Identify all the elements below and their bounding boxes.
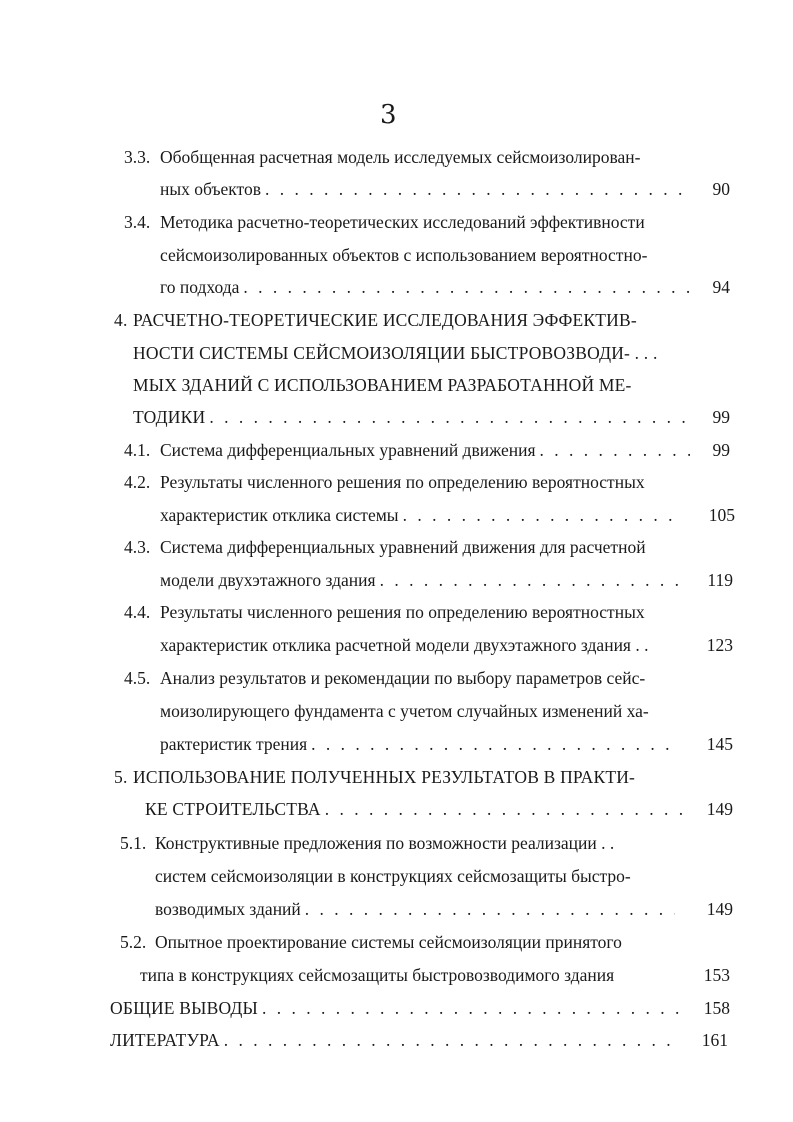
entry-title-line: типа в конструкциях сейсмозащиты быстровозводимого здания — [140, 965, 615, 985]
entry-page-number: 119 — [707, 570, 733, 590]
entry-title-line: Методика расчетно-теоретических исследований эффективности — [160, 212, 645, 232]
entry-page-number: 149 — [706, 899, 733, 919]
entry-title-line: НОСТИ СИСТЕМЫ СЕЙСМОИЗОЛЯЦИИ БЫСТРОВОЗВОДИ- . . . — [133, 343, 658, 363]
entry-title-text: го подхода — [160, 277, 240, 297]
entry-title-line: Анализ результатов и рекомендации по выбору параметров сейс- — [160, 668, 646, 688]
entry-page-number: 158 — [703, 998, 730, 1018]
leader-dots — [220, 1025, 675, 1055]
entry-title-text: ных объектов — [160, 179, 261, 199]
leader-dots — [258, 993, 680, 1023]
entry-title-last-line — [160, 565, 680, 595]
entry-title-text: ЛИТЕРАТУРА — [110, 1030, 220, 1050]
entry-number: 3.4. — [124, 212, 151, 232]
entry-number: 4.3. — [124, 537, 151, 557]
entry-title-text: Система дифференциальных уравнений движения — [160, 440, 536, 460]
leader-dots — [301, 894, 675, 924]
entry-page-number: 94 — [712, 277, 730, 297]
entry-number: 4. — [114, 310, 128, 330]
entry-title-line: сейсмоизолированных объектов с использованием вероятностно- — [160, 245, 648, 265]
entry-page-number: 90 — [712, 179, 730, 199]
page-number: 3 — [380, 100, 397, 130]
entry-title-last-line — [160, 435, 690, 465]
leader-dots — [239, 272, 690, 302]
entry-title-last-line — [145, 794, 685, 824]
entry-title-last-line — [160, 729, 680, 759]
leader-dots — [261, 174, 690, 204]
entry-title-line: моизолирующего фундамента с учетом случайных изменений ха- — [160, 701, 649, 721]
entry-title-last-line — [110, 993, 680, 1023]
entry-title-line: Конструктивные предложения по возможности реализации . . — [155, 833, 615, 853]
entry-title-text: возводимых зданий — [155, 899, 301, 919]
entry-page-number: 99 — [712, 440, 730, 460]
entry-title-line: ИСПОЛЬЗОВАНИЕ ПОЛУЧЕННЫХ РЕЗУЛЬТАТОВ В ПРАКТИ- — [133, 767, 636, 787]
entry-title-line: систем сейсмоизоляции в конструкциях сейсмозащиты быстро- — [155, 866, 631, 886]
entry-title-last-line — [160, 174, 690, 204]
entry-title-line: Обобщенная расчетная модель исследуемых сейсмоизолирован- — [160, 147, 641, 167]
entry-title-line: характеристик отклика расчетной модели двухэтажного здания . . — [160, 635, 649, 655]
entry-page-number: 105 — [708, 505, 735, 525]
entry-title-last-line — [110, 1025, 675, 1055]
entry-page-number: 123 — [706, 635, 733, 655]
entry-title-text: ОБЩИЕ ВЫВОДЫ — [110, 998, 259, 1018]
entry-number: 4.4. — [124, 602, 151, 622]
entry-page-number: 161 — [701, 1030, 728, 1050]
entry-title-line: МЫХ ЗДАНИЙ С ИСПОЛЬЗОВАНИЕМ РАЗРАБОТАННОЙ МЕ- — [133, 375, 632, 395]
entry-number: 4.2. — [124, 472, 151, 492]
entry-page-number: 149 — [706, 799, 733, 819]
entry-title-line: Опытное проектирование системы сейсмоизоляции принятого — [155, 932, 622, 952]
entry-title-line: РАСЧЕТНО-ТЕОРЕТИЧЕСКИЕ ИССЛЕДОВАНИЯ ЭФФЕКТИВ- — [133, 310, 637, 330]
entry-title-line: Результаты численного решения по определению вероятностных — [160, 602, 645, 622]
leader-dots — [321, 794, 685, 824]
entry-title-last-line — [160, 272, 690, 302]
leader-dots — [536, 435, 691, 465]
entry-page-number: 99 — [712, 407, 730, 427]
entry-number: 5.1. — [120, 833, 147, 853]
entry-title-last-line — [160, 500, 680, 530]
entry-title-line: Результаты численного решения по определению вероятностных — [160, 472, 645, 492]
leader-dots — [376, 565, 680, 595]
entry-title-last-line — [133, 402, 690, 432]
entry-page-number: 153 — [703, 965, 730, 985]
entry-title-text: КЕ СТРОИТЕЛЬСТВА — [145, 799, 321, 819]
entry-title-line: Система дифференциальных уравнений движения для расчетной — [160, 537, 646, 557]
entry-page-number: 145 — [706, 734, 733, 754]
entry-title-text: модели двухэтажного здания — [160, 570, 376, 590]
entry-number: 5.2. — [120, 932, 147, 952]
entry-number: 3.3. — [124, 147, 151, 167]
entry-number: 5. — [114, 767, 128, 787]
entry-number: 4.5. — [124, 668, 151, 688]
entry-title-text: рактеристик трения — [160, 734, 308, 754]
entry-title-text: характеристик отклика системы — [160, 505, 399, 525]
entry-number: 4.1. — [124, 440, 151, 460]
entry-title-last-line — [155, 894, 675, 924]
entry-title-text: ТОДИКИ — [133, 407, 206, 427]
leader-dots — [399, 500, 680, 530]
leader-dots — [307, 729, 680, 759]
leader-dots — [205, 402, 690, 432]
